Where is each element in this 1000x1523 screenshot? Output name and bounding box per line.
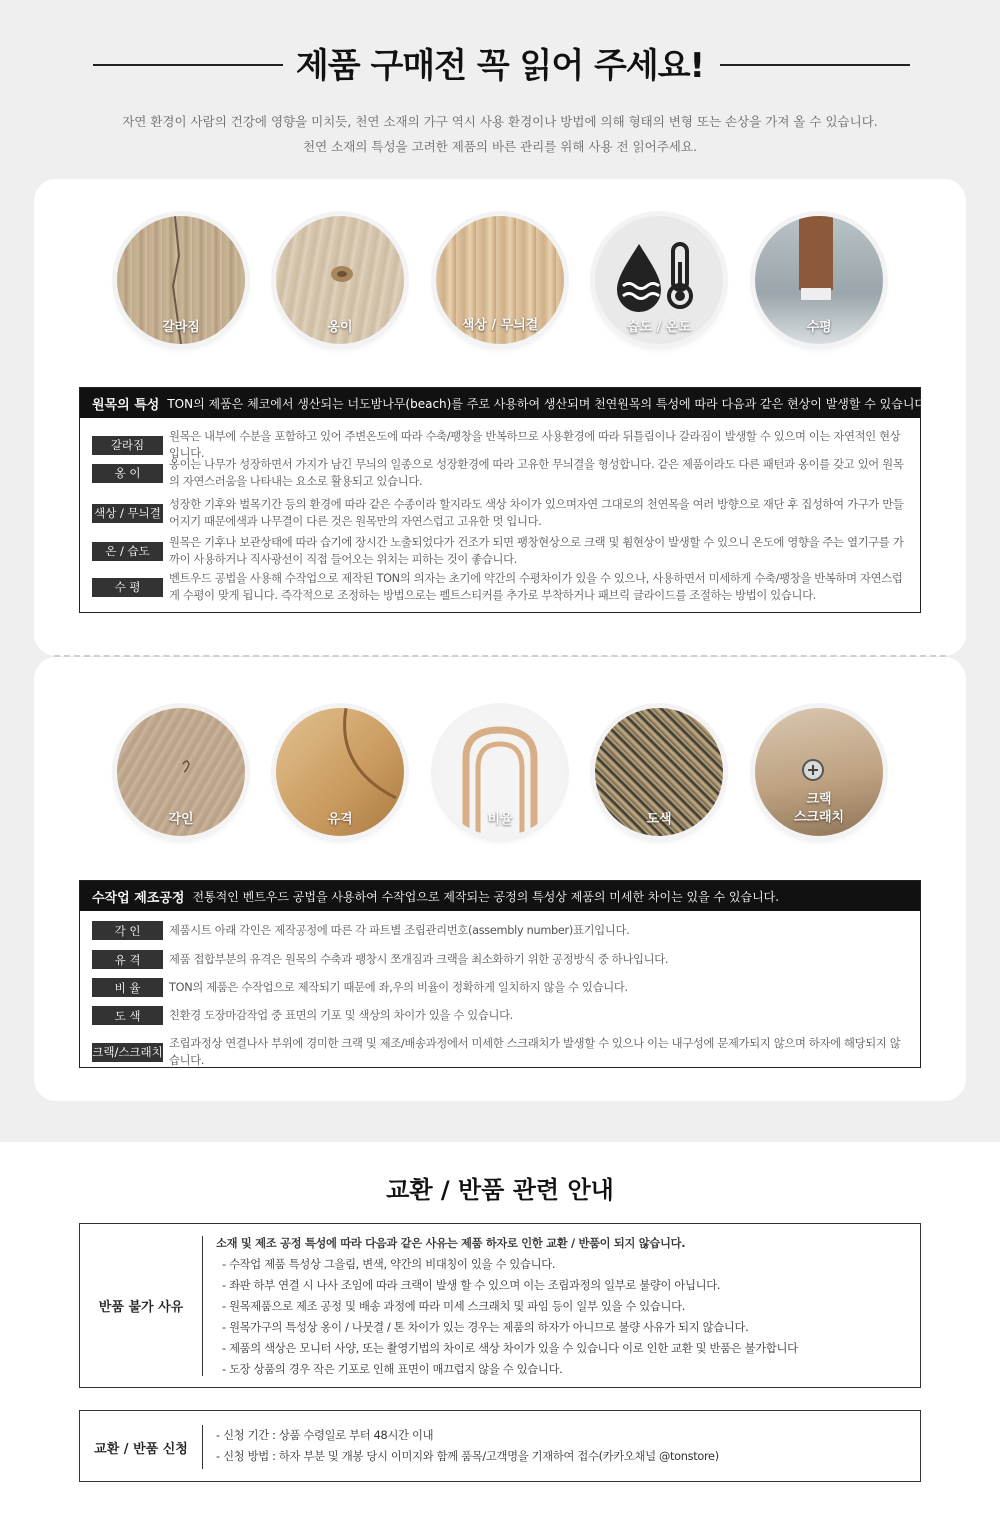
row-text: 제품 접합부분의 유격은 원목의 수축과 팽창시 쪼개짐과 크랙을 최소화하기 위한 공정방식 중 하나입니다.: [169, 953, 669, 966]
circle-label-level: 수평: [806, 320, 832, 335]
box-divider: [202, 1236, 203, 1376]
row-tag: 수 평: [92, 578, 163, 597]
box-divider: [202, 1425, 203, 1469]
circle-label-paint: 도색: [646, 812, 672, 827]
exchange-apply-box: [79, 1410, 921, 1482]
table-row: [92, 1006, 910, 1025]
table-row: [92, 496, 910, 530]
row-text: 친환경 도장마감작업 중 표면의 기포 및 색상의 차이가 있을 수 있습니다.: [169, 1009, 513, 1022]
chair-back-image: [436, 708, 564, 836]
row-text: 성장한 기후와 벌목기간 등의 환경에 따라 같은 수종이라 할지라도 색상 차이가 있으며자연 그대로의 천연목을 여러 방향으로 재단 후 집성하여 가구가 만들어지기 때문에색과 나무결이 다른 것은 원목만의 자연스럽고 고유한 멋 입니다.: [169, 498, 904, 528]
table-header-title: 원목의 특성: [92, 397, 160, 413]
intro-line-1: 자연 환경이 사람의 건강에 영향을 미치듯, 천연 소재의 가구 역시 사용 환경이나 방법에 의해 형태의 변형 또는 손상을 가져 올 수 있습니다.: [122, 114, 878, 129]
table-header: [80, 388, 930, 418]
table-header-text: TON의 제품은 체코에서 생산되는 너도밤나무(beach)를 주로 사용하여 생산되며 천연원목의 특성에 따라 다음과 같은 현상이 발생할 수 있습니다.: [167, 396, 930, 411]
table-row: [92, 978, 910, 997]
wood-grain-image: [436, 216, 564, 344]
circle-label-knot: 옹이: [327, 320, 353, 335]
list-item: - 원목가구의 특성상 옹이 / 나뭇결 / 톤 차이가 있는 경우는 제품의 하자가 아니므로 불량 사유가 되지 않습니다.: [222, 1321, 749, 1334]
chair-leg-image: [755, 216, 883, 344]
circle-label-gap: 유격: [327, 812, 353, 827]
row-text: 조립과정상 연결나사 부위에 경미한 크랙 및 제조/배송과정에서 미세한 스크래치가 발생할 수 있으나 이는 내구성에 문제가되지 않으며 하자에 해당되지 않습니다.: [169, 1037, 901, 1067]
no-return-box: [79, 1223, 921, 1388]
joint-gap-image: [276, 708, 404, 836]
title-divider-right: [720, 64, 910, 66]
row-tag: 비 율: [92, 978, 163, 997]
table-header-title: 수작업 제조공정: [92, 890, 185, 906]
row-text: 원목은 기후나 보관상태에 따라 습기에 장시간 노출되었다가 건조가 되면 팽창현상으로 크랙 및 휨현상이 발생할 수 있으니 온도에 영향을 주는 열기구를 가까이 사용하거나 직사광선이 직접 들어오는 위치는 피하는 것이 좋습니다.: [169, 536, 904, 566]
list-item: - 도장 상품의 경우 작은 기포로 인해 표면이 매끄럽지 않을 수 있습니다.: [222, 1363, 563, 1376]
row-tag: 크랙/스크래치: [92, 1043, 163, 1062]
table-row: [92, 950, 910, 969]
no-return-content: [216, 1233, 798, 1380]
list-item: - 원목제품으로 제조 공정 및 배송 과정에 따라 미세 스크래치 및 파임 등이 일부 있을 수 있습니다.: [222, 1300, 686, 1313]
circle-label-crack: 갈라짐: [162, 320, 200, 335]
no-return-label: 반품 불가 사유: [98, 1300, 184, 1315]
list-item: - 좌판 하부 연결 시 나사 조임에 따라 크랙이 발생 할 수 있으며 이는 조립과정의 일부로 불량이 아닙니다.: [222, 1279, 721, 1292]
circle-label-humidity: 습도 / 온도: [626, 320, 692, 335]
row-tag: 갈라짐: [92, 436, 163, 455]
exchange-apply-content: [216, 1425, 719, 1467]
cane-weave-image: [595, 708, 723, 836]
row-tag: 각 인: [92, 921, 163, 940]
table-row: [92, 534, 910, 568]
engraving-image: [117, 708, 245, 836]
table-row: [92, 1035, 910, 1069]
exchange-apply-label: 교환 / 반품 신청: [94, 1442, 188, 1457]
list-item: - 수작업 제품 특성상 그을림, 변색, 약간의 비대칭이 있을 수 있습니다.: [222, 1258, 556, 1271]
table-header-text: 전통적인 벤트우드 공법을 사용하여 수작업으로 제작되는 공정의 특성상 제품의 미세한 차이는 있을 수 있습니다.: [192, 889, 780, 904]
handmade-process-table: [79, 880, 921, 1068]
row-tag: 온 / 습도: [92, 542, 163, 561]
list-item: - 제품의 색상은 모니터 사양, 또는 촬영기법의 차이로 색상 차이가 있을 수 있습니다 이로 인한 교환 및 반품은 불가합니다: [222, 1342, 798, 1355]
row-text: 옹이는 나무가 성장하면서 가지가 남긴 무늬의 일종으로 성장환경에 따라 고유한 무늬결을 형성합니다. 같은 제품이라도 다른 패턴과 옹이를 갖고 있어 원목의 자연스러움을 나타내는 요소로 활용되고 있습니다.: [169, 458, 904, 488]
list-item: - 신청 기간 : 상품 수령일로 부터 48시간 이내: [216, 1429, 434, 1442]
row-tag: 도 색: [92, 1006, 163, 1025]
wood-characteristics-table: [79, 387, 930, 613]
row-tag: 색상 / 무늬결: [92, 504, 163, 523]
row-text: 제품시트 아래 각인은 제작공정에 따른 각 파트별 조립관리번호(assembly number)표기입니다.: [169, 924, 630, 937]
table-row: [92, 456, 910, 490]
circle-label-grain: 색상 / 무늬결: [461, 318, 539, 333]
table-row: [92, 921, 910, 940]
page-title-row: [0, 38, 1000, 94]
page-title: 제품 구매전 꼭 읽어 주세요!: [295, 46, 705, 86]
intro-line-2: 천연 소재의 특성을 고려한 제품의 바른 관리를 위해 사용 전 읽어주세요.: [303, 139, 697, 154]
row-text: TON의 제품은 수작업으로 제작되기 때문에 좌,우의 비율이 정확하게 일치하지 않을 수 있습니다.: [169, 981, 628, 994]
row-text: 벤트우드 공법을 사용해 수작업으로 제작된 TON의 의자는 초기에 약간의 수평차이가 있을 수 있으나, 사용하면서 미세하게 수축/팽창을 반복하며 자연스럽게 수평이 맞게 됩니다. 즉각적으로 조정하는 방법으로는 펠트스티커를 추가로 부착하거나 패브릭 글라이드를 조절하는 방법이 있습니다.: [169, 572, 903, 602]
wood-knot-image: [276, 216, 404, 344]
row-tag: 유 격: [92, 950, 163, 969]
screw-crack-image: [755, 708, 883, 836]
list-item: - 신청 방법 : 하자 부분 및 개봉 당시 이미지와 함께 품목/고객명을 기재하여 접수(카카오채널 @tonstore): [216, 1450, 719, 1463]
circle-label-ratio: 비율: [487, 812, 513, 827]
circle-label-crack-scratch: 크랙 스크래치: [793, 792, 845, 825]
circle-label-engraving: 각인: [168, 812, 194, 827]
water-drop-thermometer-icon: [595, 216, 723, 344]
table-header: [80, 881, 920, 911]
row-tag: 옹 이: [92, 464, 163, 483]
no-return-lead: 소재 및 제조 공정 특성에 따라 다음과 같은 사유는 제품 하자로 인한 교환 / 반품이 되지 않습니다.: [216, 1237, 686, 1250]
exchange-section-title: 교환 / 반품 관련 안내: [386, 1176, 614, 1204]
wood-crack-image: [117, 216, 245, 344]
table-row: [92, 570, 910, 604]
row-text: 원목은 내부에 수분을 포함하고 있어 주변온도에 따라 수축/팽창을 반복하므로 사용환경에 따라 뒤틀림이나 갈라짐이 발생할 수 있으며 이는 자연적인 현상입니다.: [169, 430, 901, 460]
